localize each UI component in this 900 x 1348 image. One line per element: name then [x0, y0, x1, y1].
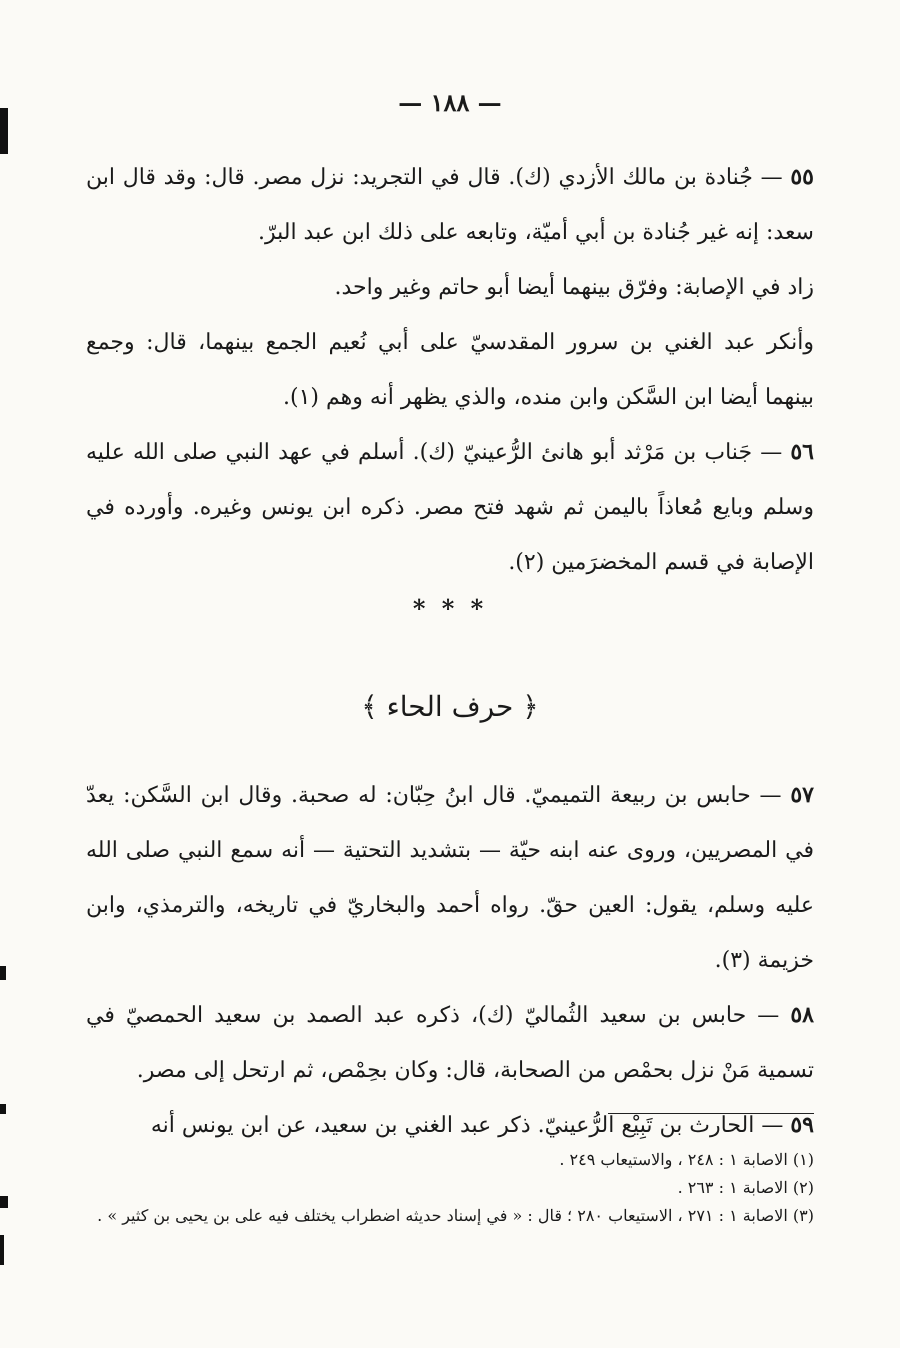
- entry-number: ٥٥: [790, 164, 814, 190]
- entry-number: ٥٨: [790, 1002, 814, 1028]
- footnote-1: (١) الاصابة ١ : ٢٤٨ ، والاستيعاب ٢٤٩ .: [559, 1150, 814, 1169]
- entries-before-section: [86, 150, 814, 590]
- entry-number: ٥٩: [790, 1112, 814, 1138]
- page-number: — ١٨٨ —: [398, 88, 502, 117]
- scan-edge-mark: [0, 1235, 4, 1265]
- footnote-divider: [608, 1113, 814, 1114]
- entry-56: [86, 425, 814, 590]
- footnote-3: (٣) الاصابة ١ : ٢٧١ ، الاستيعاب ٢٨٠ ؛ قال : « في إسناد حديثه اضطراب يختلف فيه على بن يحيى بن كثير » .: [97, 1206, 814, 1225]
- entry-text: — حابس بن ربيعة التميميّ. قال ابنُ حِبّان: له صحبة. وقال ابن السَّكن: يعدّ في المصريين، وروى عنه ابنه حيّة — بتشديد التحتية — أنه سمع النبي صلى الله عليه وسلم، يقول: العين حقّ. رواه أحمد والبخاريّ في تاريخه، والترمذي، وابن خزيمة (٣).: [86, 783, 814, 973]
- section-heading: ﴿ حرف الحاء ﴾: [361, 690, 539, 723]
- entry-text: — الحارث بن تَبِيْع الرُّعينيّ. ذكر عبد الغني بن سعيد، عن ابن يونس أنه: [150, 1113, 784, 1138]
- entry-55-objection: [86, 315, 814, 425]
- entry-58: [86, 988, 814, 1098]
- scan-edge-mark: [0, 1104, 6, 1114]
- scan-edge-mark: [0, 1196, 8, 1208]
- entry-number: ٥٦: [790, 439, 814, 465]
- entry-57: [86, 768, 814, 988]
- entry-number: ٥٧: [790, 782, 814, 808]
- entry-text: زاد في الإصابة: وفرّق بينهما أيضا أبو حاتم وغير واحد.: [334, 275, 814, 300]
- entry-55: [86, 150, 814, 260]
- footnotes: [86, 1146, 814, 1230]
- section-separator: * * *: [412, 594, 488, 623]
- scan-edge-mark: [0, 966, 6, 980]
- footnote-2: (٢) الاصابة ١ : ٢٦٣ .: [677, 1178, 814, 1197]
- entry-text: — جَناب بن مَرْثد أبو هانئ الرُّعينيّ (ك). أسلم في عهد النبي صلى الله عليه وسلم وبايع مُعاذاً باليمن ثم شهد فتح مصر. ذكره ابن يونس وغيره. وأورده في الإصابة في قسم المخضرَمين (٢).: [86, 440, 814, 575]
- scan-edge-mark: [0, 108, 8, 154]
- entry-text: وأنكر عبد الغني بن سرور المقدسيّ على أبي نُعيم الجمع بينهما، قال: وجمع بينهما أيضا ابن السَّكن وابن منده، والذي يظهر أنه وهم (١).: [86, 330, 814, 410]
- entry-55-addendum: [86, 260, 814, 315]
- entry-59: [86, 1098, 814, 1153]
- entry-text: — جُنادة بن مالك الأزدي (ك). قال في التجريد: نزل مصر. قال: وقد قال ابن سعد: إنه غير جُنادة بن أبي أميّة، وتابعه على ذلك ابن عبد البرّ.: [86, 165, 814, 245]
- entry-text: — حابس بن سعيد الثُماليّ (ك)، ذكره عبد الصمد بن سعيد الحمصيّ في تسمية مَنْ نزل بحمْص من الصحابة، قال: وكان بحِمْص، ثم ارتحل إلى مصر.: [86, 1003, 814, 1083]
- entries-after-section: [86, 768, 814, 1153]
